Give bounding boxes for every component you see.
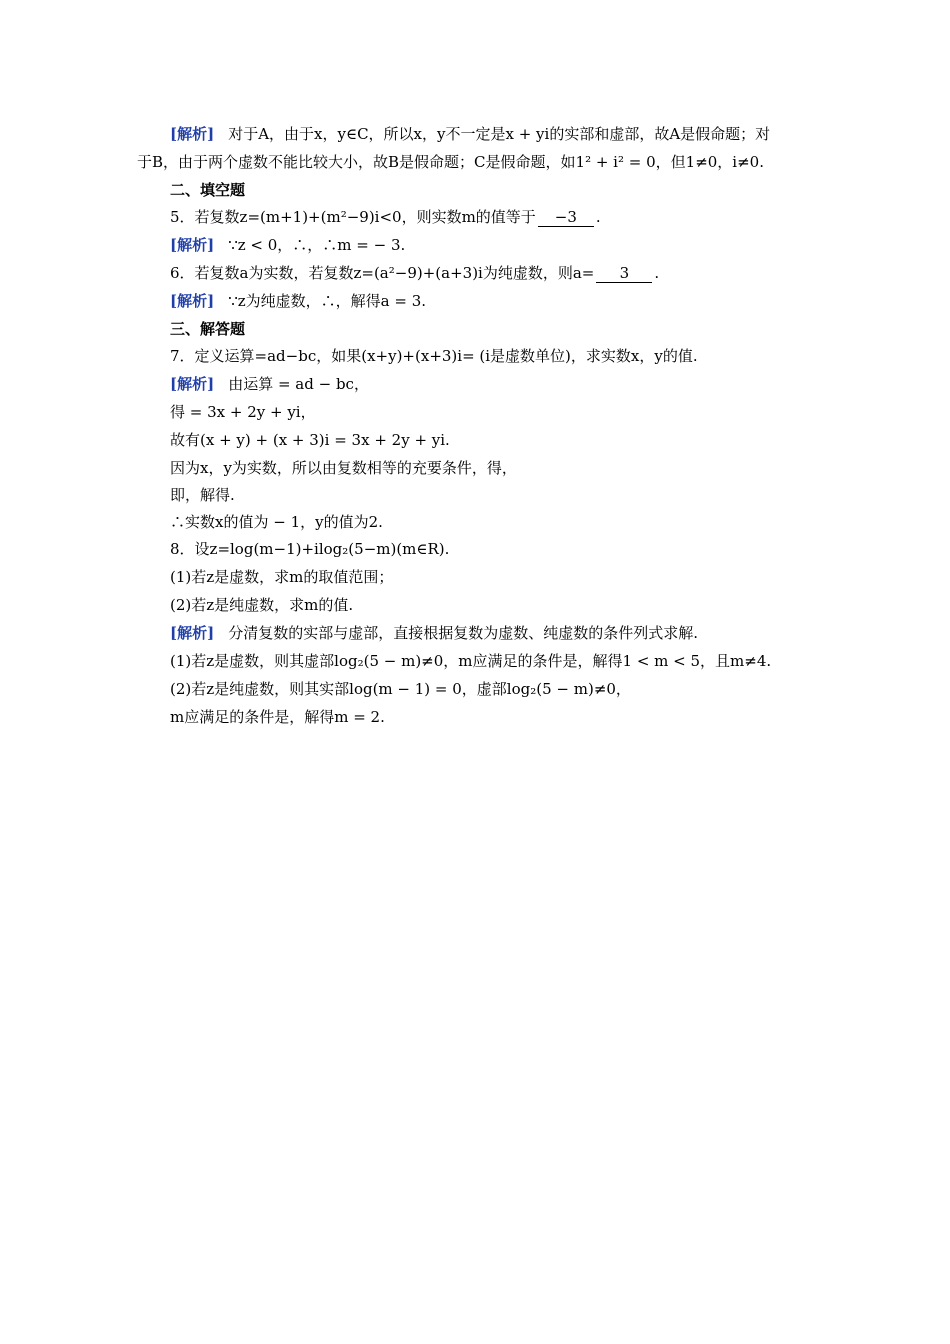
- solution-5: [解析] ∵z < 0，∴，∴m = − 3.: [170, 236, 406, 254]
- solution-7-line-5: 即，解得.: [170, 486, 235, 504]
- solution-8-line-0: [解析] 分清复数的实部与虚部，直接根据复数为虚数、纯虚数的条件列式求解.: [170, 624, 698, 642]
- question-6: 6．若复数a为实数，若复数z=(a²−9)+(a+3)i为纯虚数，则a= 3 .: [170, 264, 660, 282]
- question-5: 5．若复数z=(m+1)+(m²−9)i<0，则实数m的值等于 −3 .: [170, 208, 601, 226]
- solution-7-line-6: ∴实数x的值为 − 1，y的值为2.: [170, 513, 383, 531]
- solution-8-line-2: (2)若z是纯虚数，则其实部log(m − 1) = 0，虚部log₂(5 − m)≠0，: [170, 680, 631, 698]
- solution-8-line-3: m应满足的条件是，解得m = 2.: [170, 708, 385, 726]
- question-8: 8．设z=log(m−1)+ilog₂(5−m)(m∈R).: [170, 540, 450, 558]
- solution-7-line-4: 因为x，y为实数，所以由复数相等的充要条件，得，: [170, 459, 517, 477]
- solution-8-line-1: (1)若z是虚数，则其虚部log₂(5 − m)≠0，m应满足的条件是，解得1 < m < 5，且m≠4.: [170, 652, 772, 670]
- answer-blank-5: −3: [538, 209, 594, 227]
- heading-answer: 三、解答题: [170, 320, 246, 338]
- solution-4-line-1: [解析] 对于A，由于x，y∈C，所以x，y不一定是x + yi的实部和虚部，故A是假命题；对: [170, 125, 771, 143]
- question-8-part-1: (1)若z是虚数，求m的取值范围；: [170, 568, 394, 586]
- solution-7-line-2: 得 = 3x + 2y + yi，: [170, 403, 316, 421]
- solution-tag: [解析]: [170, 624, 215, 642]
- solution-4-line-2: 于B，由于两个虚数不能比较大小，故B是假命题；C是假命题，如1² + i² = 0，但1≠0，i≠0.: [137, 153, 764, 171]
- solution-tag: [解析]: [170, 375, 215, 393]
- solution-6: [解析] ∵z为纯虚数，∴，解得a = 3.: [170, 292, 427, 310]
- solution-7-line-3: 故有(x + y) + (x + 3)i = 3x + 2y + yi.: [170, 431, 450, 449]
- solution-tag: [解析]: [170, 236, 215, 254]
- heading-fill-in: 二、填空题: [170, 181, 246, 199]
- solution-tag: [解析]: [170, 292, 215, 310]
- question-7: 7．定义运算=ad−bc，如果(x+y)+(x+3)i= (i是虚数单位)，求实数x，y的值.: [170, 347, 698, 365]
- solution-7-line-1: [解析] 由运算 = ad − bc，: [170, 375, 369, 393]
- question-8-part-2: (2)若z是纯虚数，求m的值.: [170, 596, 354, 614]
- answer-blank-6: 3: [596, 265, 652, 283]
- solution-tag: [解析]: [170, 125, 215, 143]
